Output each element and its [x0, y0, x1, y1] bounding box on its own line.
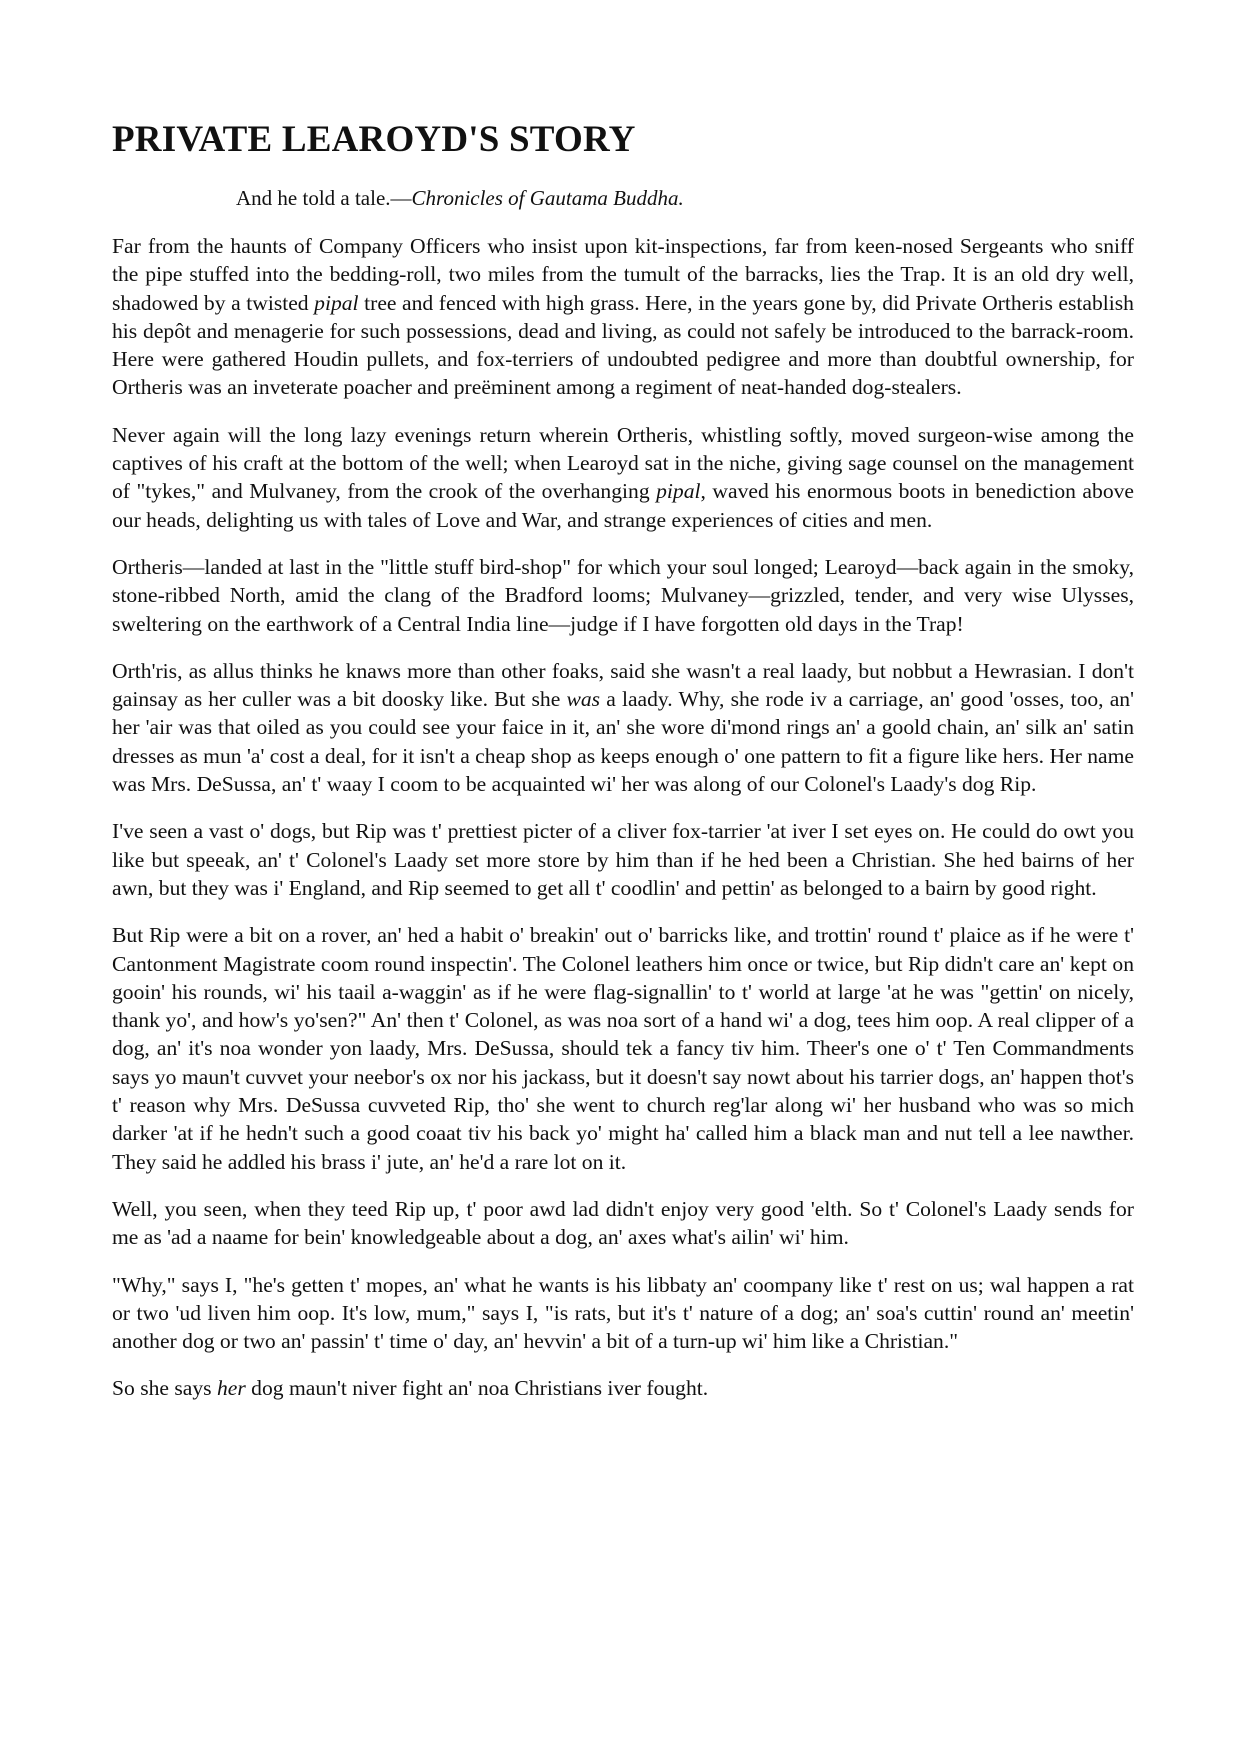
italic-text: her [216, 1376, 246, 1401]
paragraph-text: Orth'ris, as allus thinks he knaws more than other foaks, said she wasn't a real laady, but nobbut a Hewrasian. I don't gainsay as her culler was a bit doosky like. But she [112, 658, 1134, 712]
paragraph-text: Ortheris—landed at last in the "little stuff bird-shop" for which your soul longed; Learoyd—back again in the smoky, stone-ribbed North, amid the clang of the Bradford looms; Mulvaney—grizzled, tender, and very wise Ulysses, sweltering on the earthwork of a Central India line—judge if I have forgotten old days in the Trap! [112, 554, 1134, 636]
paragraph-text: Well, you seen, when they teed Rip up, t' poor awd lad didn't enjoy very good 'elth. So t' Colonel's Laady sends for me as 'ad a naame for bein' knowledgeable about a dog, an' axes what's ailin' wi' him. [112, 1196, 1134, 1250]
paragraph-text: Far from the haunts of Company Officers who insist upon kit-inspections, far from keen-nosed Sergeants who sniff the pipe stuffed into the bedding-roll, two miles from the tumult of the barracks, lies the Trap. It is an old dry well, shadowed by a twisted [112, 234, 1134, 315]
paragraph [112, 921, 1134, 1176]
paragraph-text: dog maun't niver fight an' noa Christians iver fought. [245, 1376, 709, 1401]
chapter-title: PRIVATE LEAROYD'S STORY [112, 119, 636, 160]
epigraph-text: And he told a tale.— [236, 186, 412, 210]
paragraph-text: So she says [112, 1376, 217, 1401]
paragraph [112, 1374, 1134, 1402]
paragraph [112, 232, 1134, 402]
paragraph [112, 657, 1134, 798]
paragraph-text: "Why," says I, "he's getten t' mopes, an' what he wants is his libbaty an' coompany like t' rest on us; wal happen a rat or two 'ud liven him oop. It's low, mum," says I, "is rats, but it's t' nature of a dog; an' soa's cuttin' round an' meetin' another dog or two an' passin' t' time o' day, an' hevvin' a bit of a turn-up wi' him like a Christian." [112, 1272, 1134, 1354]
paragraph [112, 1195, 1134, 1252]
document-page [112, 118, 1134, 1422]
paragraph [112, 817, 1134, 902]
paragraph-text: tree and fenced with high grass. Here, in the years gone by, did Private Ortheris establish his depôt and menagerie for such possessions, dead and living, as could not safely be introduced to the barrack-room. Here were gathered Houdin pullets, and fox-terriers of undoubted pedigree and more than doubtful ownership, for Ortheris was an inveterate poacher and preëminent among a regiment of neat-handed dog-stealers. [112, 290, 1134, 400]
paragraph [112, 421, 1134, 534]
paragraph-text: I've seen a vast o' dogs, but Rip was t' prettiest picter of a cliver fox-tarrier 'at iver I set eyes on. He could do owt you like but speeak, an' t' Colonel's Laady set more store by him than if he hed been a Christian. She hed bairns of her awn, but they was i' England, and Rip seemed to get all t' coodlin' and pettin' as belonged to a bairn by good right. [112, 819, 1134, 900]
epigraph [236, 184, 1134, 212]
paragraph-text: , waved his enormous boots in benediction above our heads, delighting us with tales of Love and War, and strange experiences of cities and men. [112, 479, 1134, 532]
paragraph-text: But Rip were a bit on a rover, an' hed a habit o' breakin' out o' barricks like, and trottin' round t' plaice as if he were t' Cantonment Magistrate coom round inspectin'. The Colonel leathers him once or twice, but Rip didn't care an' kept on gooin' his rounds, wi' his taail a-waggin' as if he were flag-signallin' to t' world at large 'at he was "gettin' on nicely, thank yo', and how's yo'sen?" An' then t' Colonel, as was noa sort of a hand wi' a dog, tees him oop. A real clipper of a dog, an' it's noa wonder yon laady, Mrs. DeSussa, should tek a fancy tiv him. Theer's one o' t' Ten Commandments says yo maun't cuvvet your neebor's ox nor his jackass, but it doesn't say nowt about his tarrier dogs, an' happen thot's t' reason why Mrs. DeSussa cuvveted Rip, tho' she went to church reg'lar along wi' her husband who was so mich darker 'at if he hedn't such a good coaat tiv his back yo' might ha' called him a black man and nut tell a lee nawther. They said he addled his brass i' jute, an' he'd a rare lot on it. [112, 923, 1134, 1174]
epigraph-source: Chronicles of Gautama Buddha. [411, 186, 684, 210]
italic-text: pipal [656, 479, 701, 504]
italic-text: pipal [314, 290, 359, 315]
paragraph [112, 553, 1134, 638]
paragraph-text: a laady. Why, she rode iv a carriage, an' good 'osses, too, an' her 'air was that oiled as you could see your faice in it, an' she wore di'mond rings an' a goold chain, an' silk an' satin dresses as mun 'a' cost a deal, for it isn't a cheap shop as keeps enough o' one pattern to fit a figure like hers. Her name was Mrs. DeSussa, an' t' waay I coom to be acquainted wi' her was along of our Colonel's Laady's dog Rip. [112, 687, 1134, 797]
italic-text: was [566, 687, 601, 712]
paragraph-text: Never again will the long lazy evenings return wherein Ortheris, whistling softly, moved surgeon-wise among the captives of his craft at the bottom of the well; when Learoyd sat in the niche, giving sage counsel on the management of "tykes," and Mulvaney, from the crook of the overhanging [112, 422, 1134, 504]
paragraph [112, 1271, 1134, 1356]
body-text [112, 232, 1134, 1403]
